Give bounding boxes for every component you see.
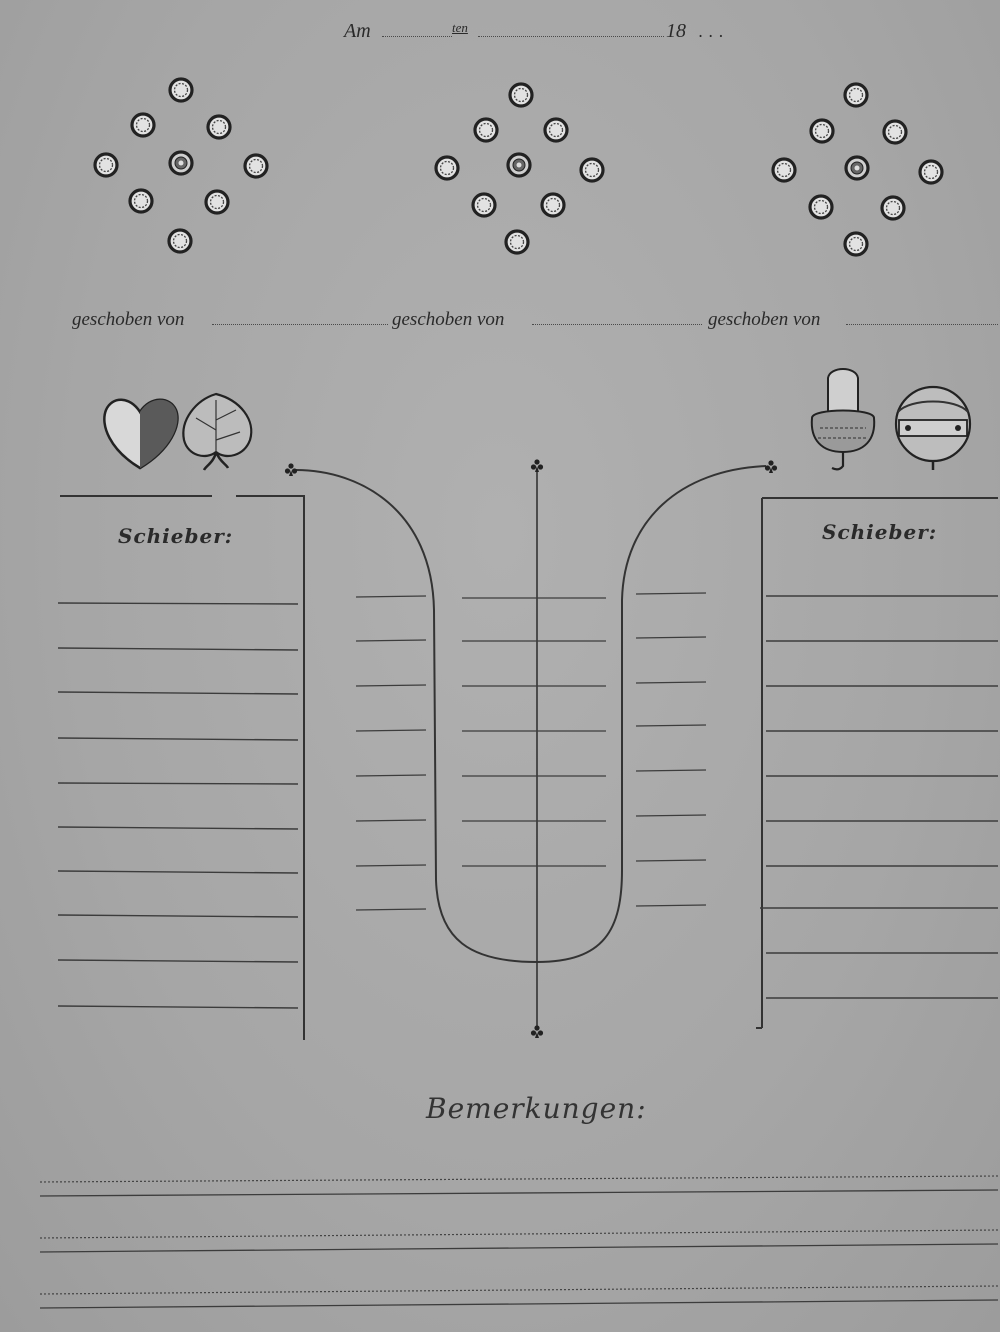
pushed-by-label-1: geschoben von — [72, 309, 185, 330]
date-ten-label: ten — [452, 20, 468, 35]
leaf-icon — [183, 394, 251, 470]
left-score-lines[interactable] — [58, 603, 298, 1008]
remarks-lines[interactable] — [40, 1176, 998, 1308]
ring-pattern-2 — [436, 84, 603, 253]
inner-right-lines[interactable] — [636, 593, 706, 906]
ring-pattern-1 — [95, 79, 267, 252]
right-score-lines[interactable] — [760, 596, 998, 998]
date-year-label: 18 — [666, 20, 686, 42]
pushed-by-label-3: geschoben von — [708, 309, 821, 330]
date-year-suffix: . . . — [698, 22, 724, 41]
inner-left-lines[interactable] — [356, 596, 426, 910]
bell-icon — [896, 387, 970, 470]
pushed-by-label-2: geschoben von — [392, 309, 505, 330]
left-column-title: Schieber: — [118, 524, 234, 548]
acorn-icon — [812, 369, 874, 469]
center-lines[interactable] — [462, 598, 606, 866]
remarks-title: Bemerkungen: — [426, 1092, 647, 1125]
ring-pattern-3 — [773, 84, 942, 255]
right-column-title: Schieber: — [822, 520, 938, 544]
heart-icon — [104, 400, 177, 468]
date-am-label: Am — [344, 20, 371, 42]
